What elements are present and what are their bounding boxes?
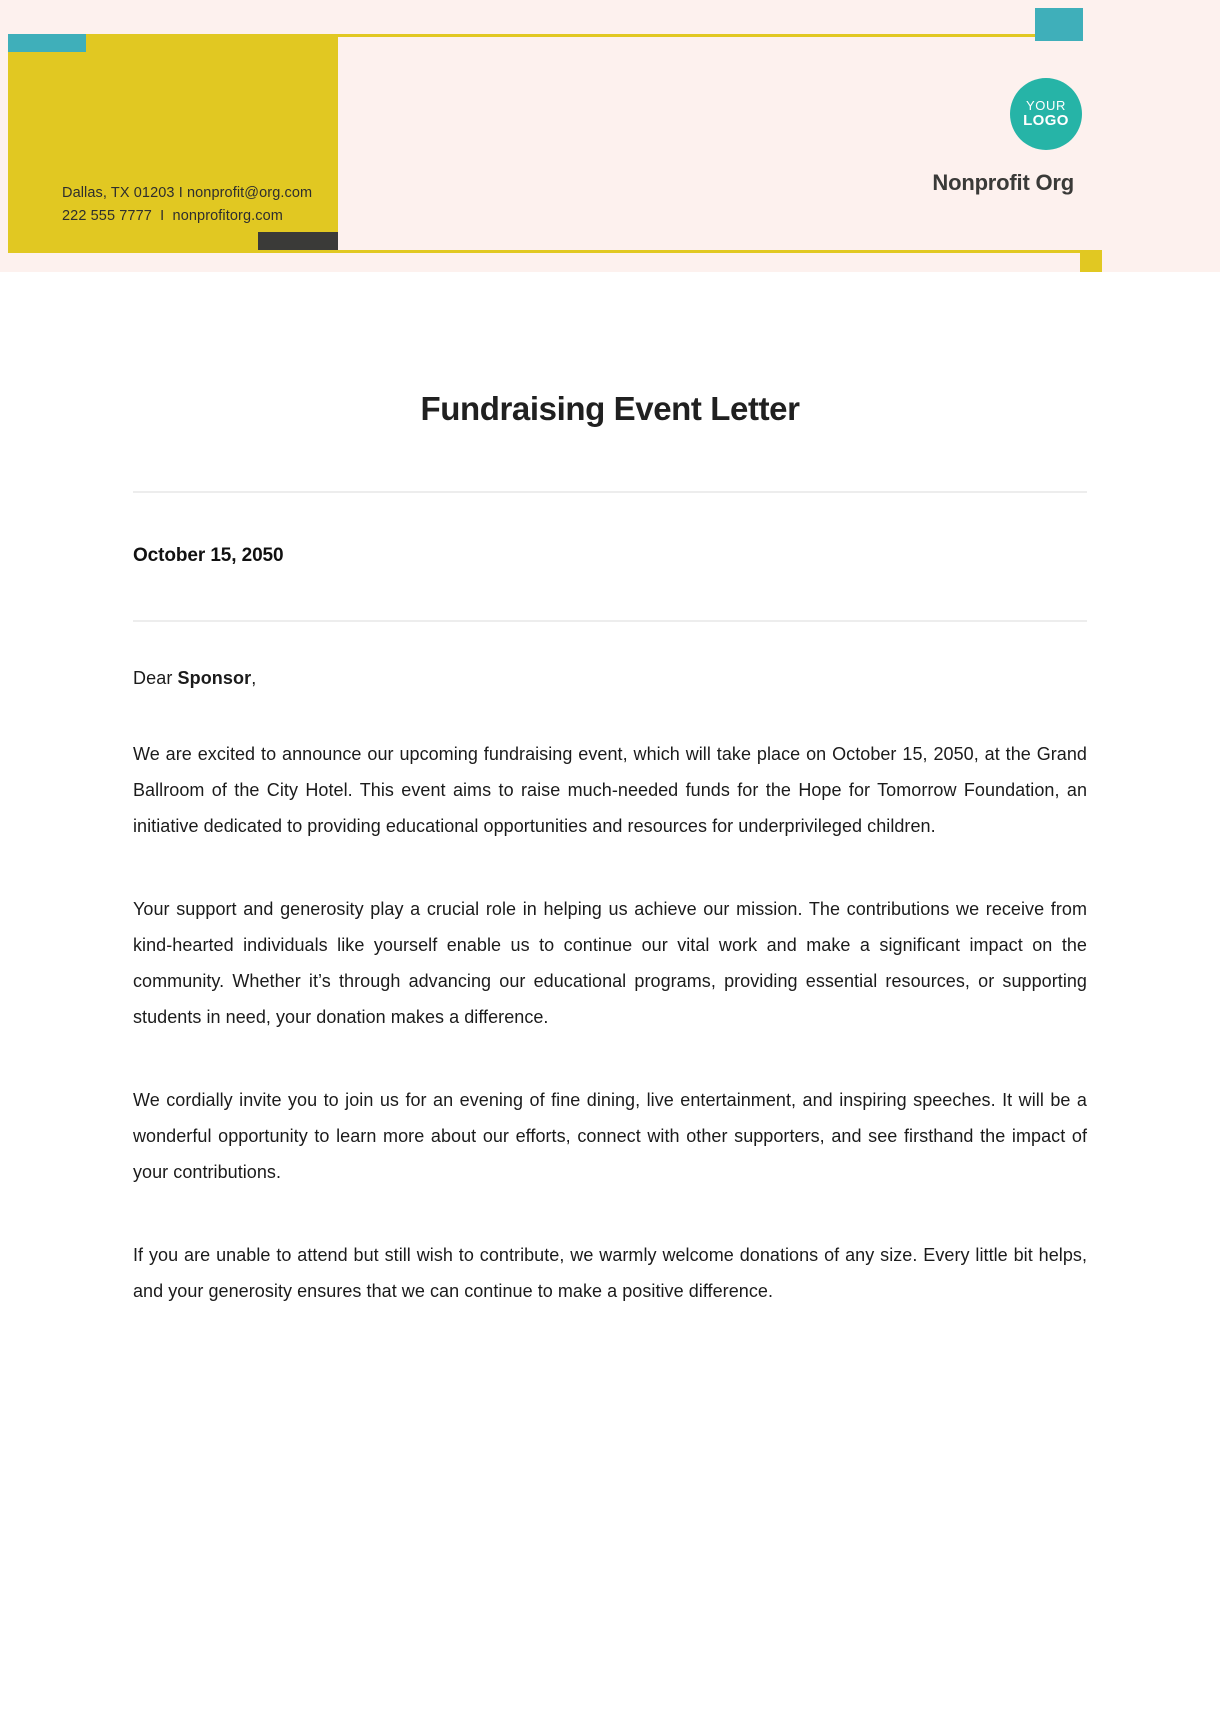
header-teal-accent-bar-left [8, 34, 86, 52]
salutation-recipient: Sponsor [177, 668, 252, 688]
header-yellow-rule-bottom [8, 250, 1080, 253]
salutation [133, 622, 1087, 689]
body-paragraph: If you are unable to attend but still wish to contribute, we warmly welcome donations of any size. Every little bit helps, and your generosity ensures that we can continue to make a positive difference. [133, 1245, 1087, 1301]
header-teal-accent-block-right [1035, 8, 1083, 41]
logo-placeholder-icon [1010, 78, 1082, 150]
salutation-prefix: Dear [133, 668, 178, 688]
letter-body [0, 272, 1220, 1309]
body-paragraph: We cordially invite you to join us for an evening of fine dining, live entertainment, and inspiring speeches. It will be a wonderful opportunity to learn more about our efforts, connect with other supporters, and see firsthand the impact of your contributions. [133, 1090, 1087, 1182]
header-yellow-accent-square-right [1080, 250, 1102, 272]
logo-line-logo: LOGO [1023, 111, 1069, 129]
organization-name: Nonprofit Org [932, 170, 1074, 195]
header-dark-accent-block [258, 232, 338, 250]
salutation-suffix: , [251, 668, 257, 688]
logo-line-your: YOUR [1026, 98, 1066, 114]
body-paragraph: Your support and generosity play a crucial role in helping us achieve our mission. The contributions we receive from kind-hearted individuals like yourself enable us to continue our vital work and make a significant impact on the community. Whether it’s through advancing our educational programs, providing essential resources, or supporting students in need, your donation makes a difference. [133, 899, 1087, 1027]
letter-date: October 15, 2050 [133, 545, 284, 566]
contact-address-email: Dallas, TX 01203 I nonprofit@org.com [62, 185, 313, 201]
contact-phone-website: 222 555 7777 I nonprofitorg.com [62, 208, 283, 224]
body-paragraph: We are excited to announce our upcoming fundraising event, which will take place on October 15, 2050, at the Grand Ballroom of the City Hotel. This event aims to raise much-needed funds for the Hope for Tomorrow Foundation, an initiative dedicated to providing educational opportunities and resources for underprivileged children. [133, 744, 1087, 836]
contact-info [62, 182, 312, 228]
letterhead-header [0, 0, 1220, 272]
header-yellow-rule-top [338, 34, 1035, 37]
page-title: Fundraising Event Letter [420, 390, 800, 427]
